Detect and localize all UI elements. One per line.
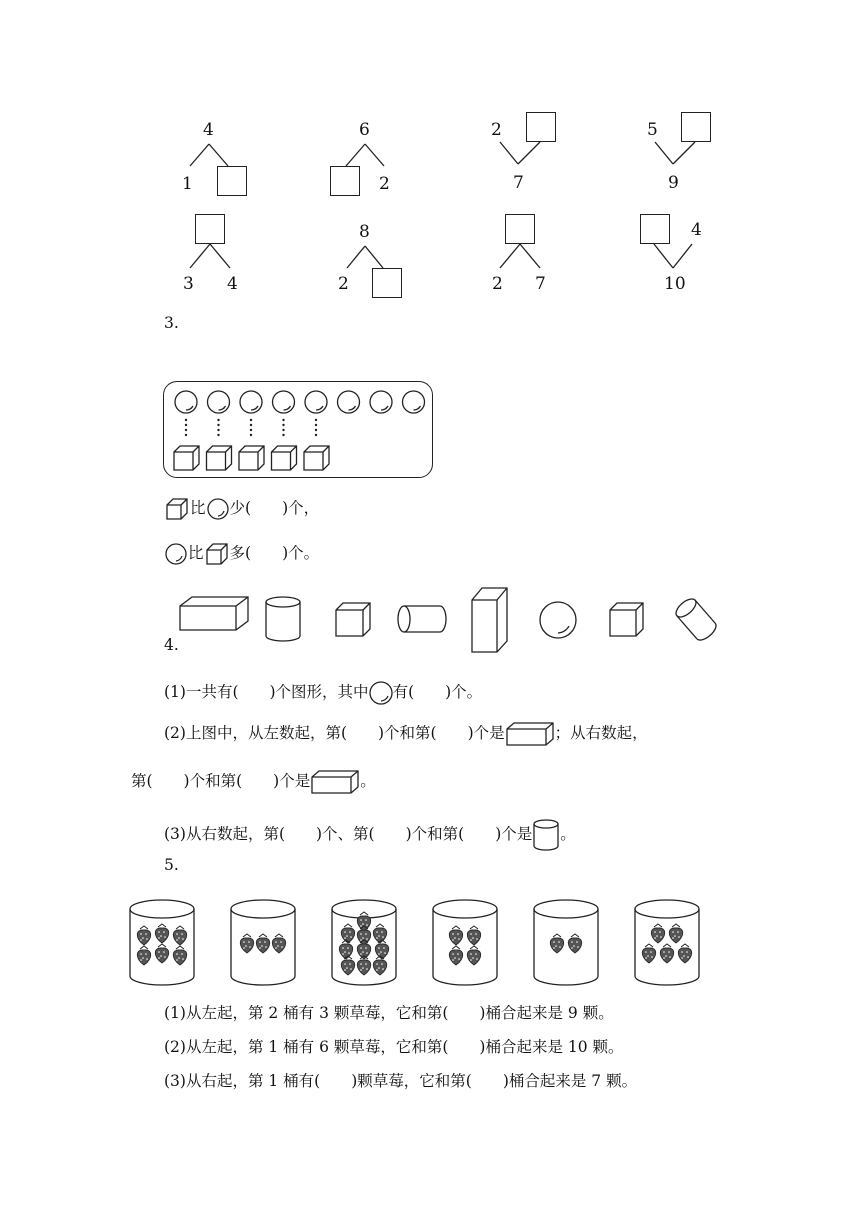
dot-connector: [217, 419, 219, 436]
circle-icon: [206, 497, 230, 521]
circle-item: [240, 391, 262, 413]
strawberry: [467, 946, 481, 965]
decomp-lines: [645, 112, 715, 198]
strawberry: [642, 944, 656, 963]
compare-frame: [163, 381, 433, 478]
q4-part-3-a: (3)从右数起，第( )个、第( )个和第( )个是: [164, 825, 533, 843]
decomp-right: 4: [227, 274, 238, 294]
strawberry: [272, 934, 286, 953]
strawberry: [137, 946, 151, 965]
bucket: [433, 900, 497, 985]
cube-icon: [204, 541, 230, 567]
circle-icon: [164, 542, 188, 566]
decomp-4: [645, 112, 715, 198]
decomp-left: 1: [182, 174, 193, 194]
q4-part-2-cont-a: 第( )个和第( )个是: [131, 772, 311, 790]
bucket: [635, 900, 699, 985]
cuboid-flat-shape: [180, 597, 248, 630]
strawberry: [678, 944, 692, 963]
strawberry: [339, 940, 353, 959]
sphere-shape: [540, 602, 576, 638]
decomp-2: [330, 118, 400, 198]
circle-item: [208, 391, 230, 413]
decomp-bottom: 9: [668, 173, 679, 193]
strawberry: [669, 924, 683, 943]
cube-item: [304, 446, 329, 470]
q4-part-2-a: (2)上图中，从左数起，第( )个和第( )个是: [164, 724, 505, 742]
dot-connector: [282, 419, 284, 436]
cylinder-icon: [532, 818, 560, 852]
decomp-left: 3: [183, 274, 194, 294]
q3-line-2-suffix: 多( )个。: [229, 544, 320, 562]
question-number-5: 5.: [164, 856, 179, 874]
q5-line-2: (2)从左起，第 1 桶有 6 颗草莓，它和第( )桶合起来是 10 颗。: [164, 1038, 624, 1056]
strawberry: [373, 924, 387, 943]
strawberry: [357, 912, 371, 931]
strawberry-buckets: [128, 896, 728, 992]
cube-shape: [336, 603, 370, 636]
decomp-top: 8: [359, 222, 370, 242]
q4-part-2-cont-b: 。: [360, 772, 376, 790]
decomp-6: [335, 220, 405, 300]
q3-line-2-mid: 比: [188, 544, 204, 562]
decomp-left: 2: [492, 274, 503, 294]
strawberry: [155, 944, 169, 963]
strawberry: [256, 934, 270, 953]
strawberry: [651, 924, 665, 943]
decomp-3: [490, 112, 560, 198]
dot-connector: [250, 419, 252, 436]
cylinder-upright-shape: [266, 597, 300, 641]
strawberry: [240, 934, 254, 953]
answer-box[interactable]: [217, 166, 247, 196]
strawberry: [467, 926, 481, 945]
cube-item: [239, 446, 264, 470]
strawberry: [375, 940, 389, 959]
q3-line-1-suffix: 少( )个，: [229, 499, 320, 517]
decomp-left: 5: [647, 120, 658, 140]
bucket: [332, 900, 396, 985]
q3-line-1: [164, 496, 319, 522]
dot-connector: [185, 419, 187, 436]
circle-item: [175, 391, 197, 413]
decomp-left: 2: [338, 274, 349, 294]
strawberry: [341, 956, 355, 975]
strawberry: [568, 934, 582, 953]
q5-line-3: (3)从右起，第 1 桶有( )颗草莓，它和第( )桶合起来是 7 颗。: [164, 1072, 638, 1090]
decomp-1: [180, 118, 250, 198]
decomp-top: 6: [359, 120, 370, 140]
answer-box[interactable]: [372, 268, 402, 298]
strawberry: [155, 924, 169, 943]
cube-shape: [610, 603, 643, 636]
cuboid-icon: [310, 769, 360, 795]
q4-part-2: [164, 721, 648, 747]
strawberry: [373, 956, 387, 975]
q4-part-3: [164, 818, 576, 852]
strawberry: [173, 946, 187, 965]
circle-item: [273, 391, 295, 413]
cube-item: [174, 446, 199, 470]
decomp-bottom: 10: [664, 274, 686, 294]
q4-part-1-a: (1)一共有( )个图形，其中: [164, 683, 369, 701]
strawberry: [449, 946, 463, 965]
q3-line-1-mid: 比: [190, 499, 206, 517]
strawberry: [660, 944, 674, 963]
decomp-7: [490, 214, 560, 298]
strawberry: [137, 926, 151, 945]
circle-item: [370, 391, 392, 413]
bucket: [534, 900, 598, 985]
strawberry: [550, 934, 564, 953]
decomp-right: 7: [535, 274, 546, 294]
decomp-lines: [490, 112, 560, 198]
decomp-left: 2: [491, 120, 502, 140]
q4-part-3-b: 。: [560, 825, 576, 843]
circle-item: [338, 391, 360, 413]
bucket: [130, 900, 194, 985]
strawberry: [341, 924, 355, 943]
dot-connector: [315, 419, 317, 436]
sphere-icon: [369, 681, 393, 705]
circles-and-cubes: [164, 382, 432, 477]
cube-item: [272, 446, 297, 470]
question-number-4: 4.: [164, 636, 179, 654]
decomp-5: [180, 214, 250, 298]
strawberry: [173, 926, 187, 945]
cylinder-tilted-shape: [673, 596, 716, 640]
q4-part-1: [164, 680, 482, 705]
q5-line-1: (1)从左起，第 2 桶有 3 颗草莓，它和第( )桶合起来是 9 颗。: [164, 1004, 614, 1022]
q4-part-1-b: 有( )个。: [392, 683, 483, 701]
decomp-bottom: 7: [513, 173, 524, 193]
q4-shapes-row: [170, 586, 730, 656]
question-number-3: 3.: [164, 314, 179, 332]
circle-item: [403, 391, 425, 413]
circle-item: [305, 391, 327, 413]
decomp-8: [640, 214, 710, 298]
cuboid-tall-shape: [472, 588, 507, 652]
decomp-top: 4: [203, 120, 214, 140]
cylinder-horizontal-shape: [398, 606, 446, 632]
cube-item: [207, 446, 232, 470]
cube-icon: [164, 496, 190, 522]
q4-part-2-b: ；从右数起，: [554, 724, 648, 742]
cuboid-icon: [505, 721, 555, 747]
strawberry: [449, 926, 463, 945]
answer-box[interactable]: [330, 166, 360, 196]
decomp-right: 2: [379, 174, 390, 194]
q4-part-2-cont: [131, 769, 376, 795]
decomp-right: 4: [691, 220, 702, 240]
q3-line-2: [164, 541, 319, 567]
bucket: [231, 900, 295, 985]
